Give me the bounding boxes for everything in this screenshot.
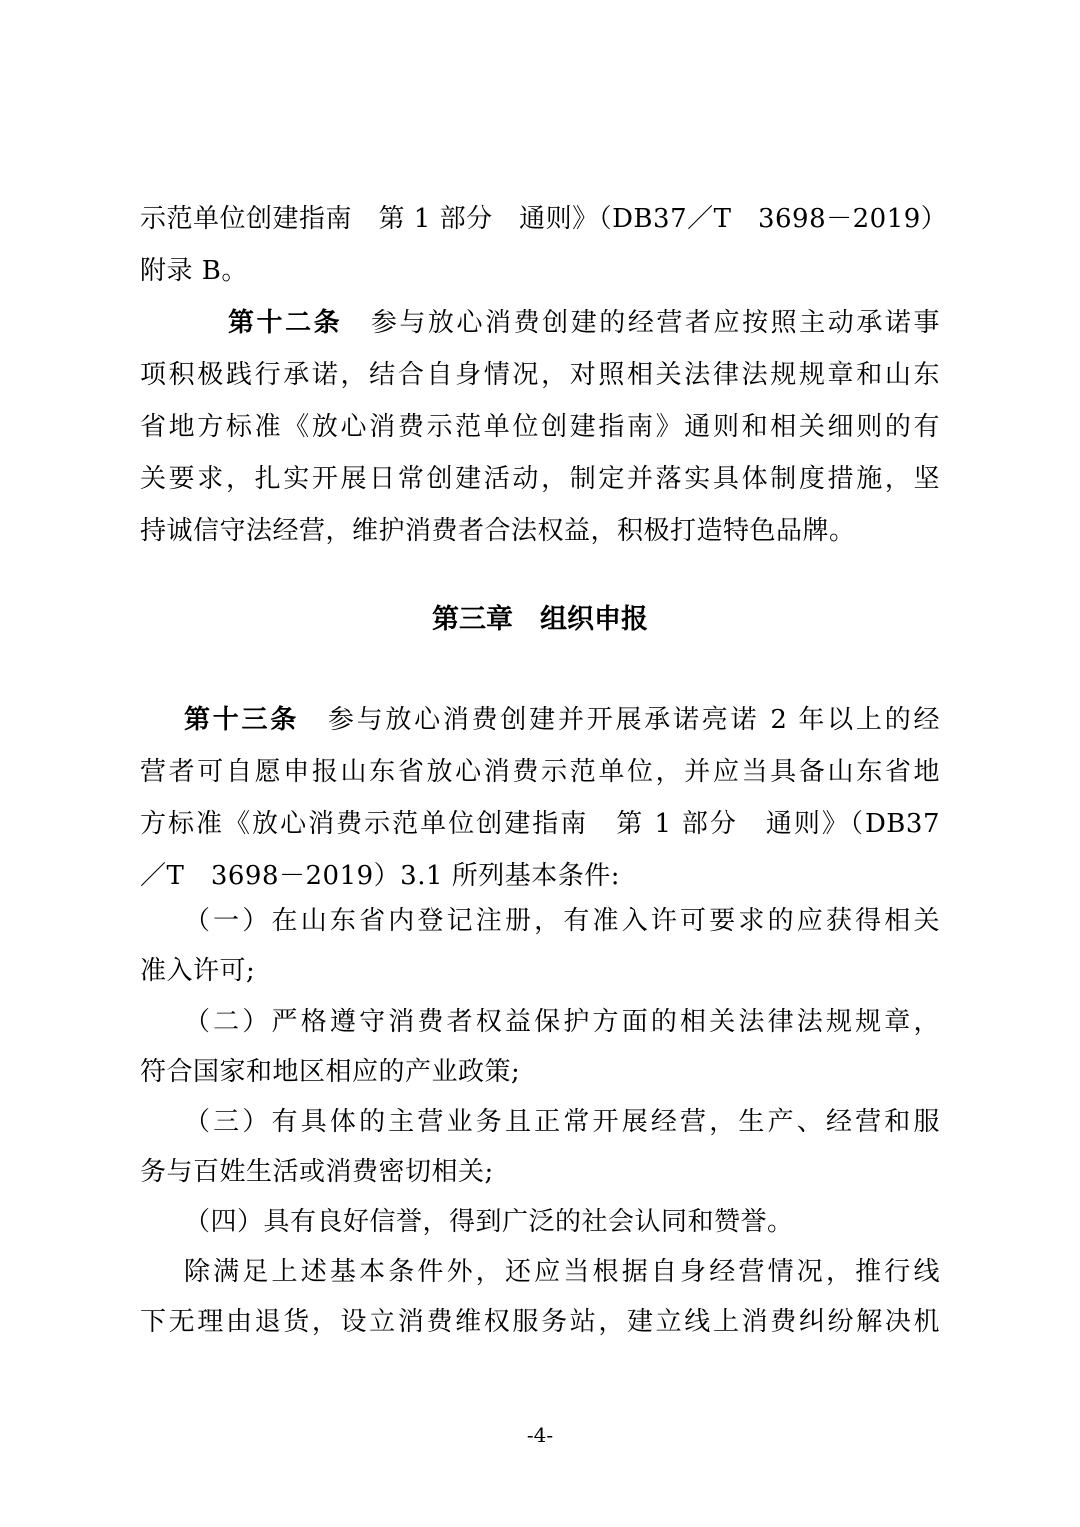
article-13-line-3: 方标准《放心消费示范单位创建指南 第 1 部分 通则》（DB37	[140, 809, 940, 839]
article-13-label: 第十三条	[184, 705, 300, 735]
article-13-extra-line-1: 除满足上述基本条件外，还应当根据自身经营情况，推行线	[184, 1257, 940, 1287]
article-13-item-4-line-1: （四）具有良好信誉，得到广泛的社会认同和赞誉。	[184, 1207, 794, 1237]
article-13-item-2-line-2: 符合国家和地区相应的产业政策;	[140, 1057, 521, 1087]
continuation-line-1: 示范单位创建指南 第 1 部分 通则》（DB37／T 3698－2019）	[140, 204, 948, 234]
continuation-line-2: 附录 B。	[140, 256, 248, 286]
article-13-line-2: 营者可自愿申报山东省放心消费示范单位，并应当具备山东省地	[140, 757, 940, 787]
article-12-label: 第十二条	[228, 308, 343, 338]
article-12-line-1-text: 参与放心消费创建的经营者应按照主动承诺事	[370, 308, 940, 338]
article-13-item-2-line-1: （二）严格遵守消费者权益保护方面的相关法律法规规章，	[184, 1007, 940, 1037]
article-13-item-1-line-2: 准入许可;	[140, 956, 256, 986]
article-13-item-3-line-1: （三）有具体的主营业务且正常开展经营，生产、经营和服	[184, 1107, 940, 1137]
article-13-line-1	[184, 694, 940, 746]
article-12-line-3: 省地方标准《放心消费示范单位创建指南》通则和相关细则的有	[140, 412, 940, 442]
article-13-extra-line-2: 下无理由退货，设立消费维权服务站，建立线上消费纠纷解决机	[140, 1307, 940, 1337]
article-13-item-1-line-1: （一）在山东省内登记注册，有准入许可要求的应获得相关	[184, 906, 940, 936]
article-12-line-1	[228, 297, 940, 349]
chapter-3-heading: 第三章 组织申报	[432, 604, 648, 635]
article-13-line-4: ／T 3698－2019）3.1 所列基本条件:	[140, 861, 621, 891]
article-12-line-2: 项积极践行承诺，结合自身情况，对照相关法律法规规章和山东	[140, 360, 940, 390]
article-12-line-5: 持诚信守法经营，维护消费者合法权益，积极打造特色品牌。	[140, 516, 856, 546]
article-13-line-1-text: 参与放心消费创建并开展承诺亮诺 2 年以上的经	[327, 705, 940, 735]
article-12-line-4: 关要求，扎实开展日常创建活动，制定并落实具体制度措施，坚	[140, 464, 940, 494]
article-13-item-3-line-2: 务与百姓生活或消费密切相关;	[140, 1157, 494, 1187]
page-number: -4-	[526, 1423, 554, 1447]
